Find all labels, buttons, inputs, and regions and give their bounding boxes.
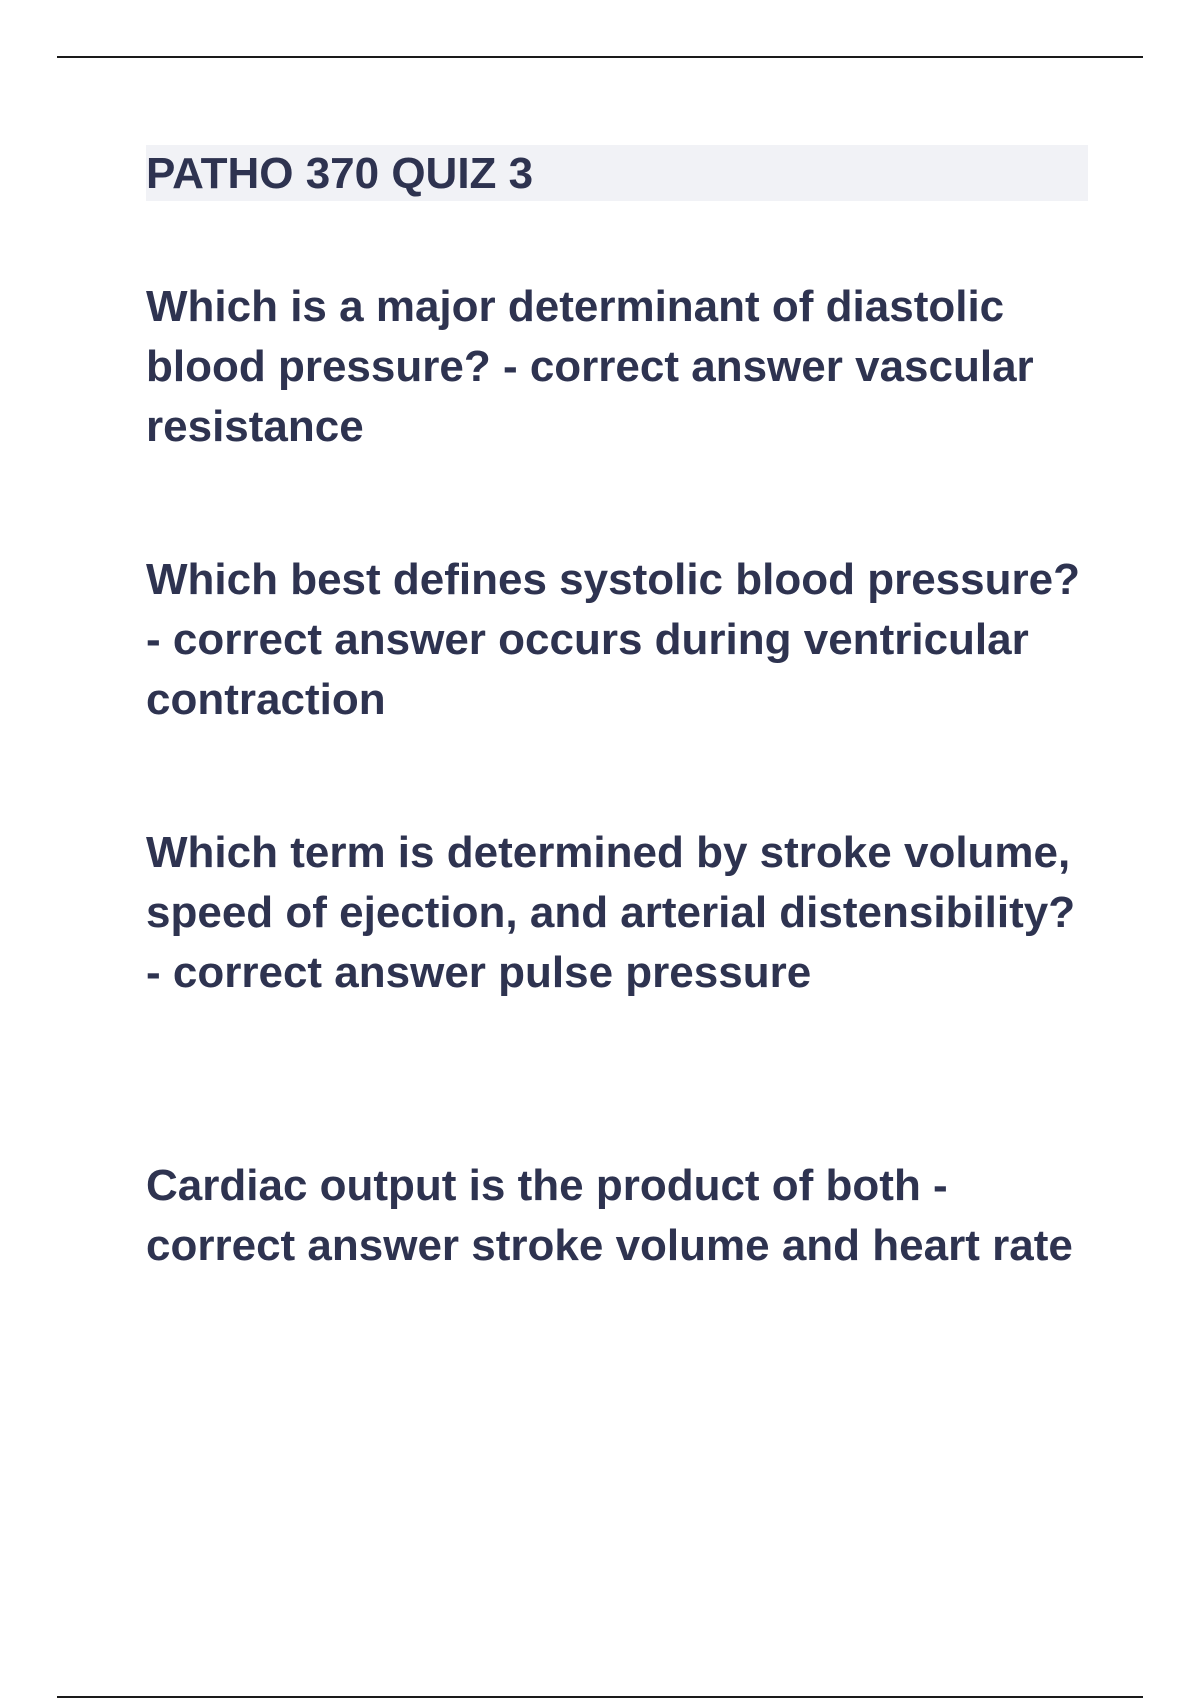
question-answer-2: Which best defines systolic blood pressure? - correct answer occurs during ventricular contraction — [146, 555, 1080, 724]
document-title: PATHO 370 QUIZ 3 — [146, 149, 534, 198]
question-answer-1: Which is a major determinant of diastolic blood pressure? - correct answer vascular resistance — [146, 282, 1034, 451]
bottom-rule — [57, 1696, 1143, 1698]
top-rule — [57, 56, 1143, 58]
question-answer-3: Which term is determined by stroke volume, speed of ejection, and arterial distensibility? - correct answer pulse pressure — [146, 828, 1076, 997]
question-answer-4: Cardiac output is the product of both - correct answer stroke volume and heart rate — [146, 1161, 1073, 1270]
